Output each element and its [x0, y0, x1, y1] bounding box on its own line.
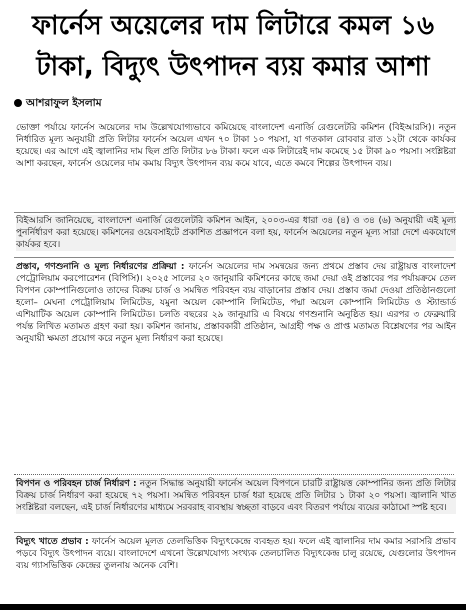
- headline-line-2: টাকা, বিদ্যুৎ উৎপাদন ব্যয় কমার আশা: [36, 52, 430, 82]
- bullet-icon: [14, 99, 22, 107]
- paragraph-proposal-process: [16, 261, 456, 345]
- headline-line-1: ফার্নেস অয়েলের দাম লিটারে কমল ১৬: [31, 11, 435, 41]
- byline: [14, 96, 102, 113]
- section-body-marketing: নতুন সিদ্ধান্ত অনুযায়ী ফার্নেস অয়েল বিপণনে চারটি রাষ্ট্রায়ত্ত কোম্পানির জন্য প্রতি লিটার বিক্রয় চার্জ নির্ধারণ করা হয়েছে ৭২ পয়সা। সমন্বিত পরিবহন চার্জ ধরা হয়েছে প্রতি লিটার ১ টাকা ২০ পয়সা। জ্বালানি খাত সংশ্লিষ্টরা বলছেন, এই চার্জ নির্ধারণের মাধ্যমে সরবরাহ ব্যবস্থায় স্বচ্ছতা বাড়বে এবং বিতরণ পর্যায়ে ব্যয়ের কাঠামো স্পষ্ট হবে।: [16, 479, 457, 513]
- divider: [14, 474, 454, 475]
- paragraph-berc-law: বিইআরসি জানিয়েছে, বাংলাদেশ এনার্জি রেগুলেটরি কমিশন আইন, ২০০৩-এর ধারা ৩৪ (৪) ও ৩৪ (৬) অনুযায়ী এই মূল্য পুনর্নির্ধারণ করা হয়েছে। কমিশনের ওয়েবসাইটে প্রকাশিত প্রজ্ঞাপনে বলা হয়, ফার্নেস অয়েলের নতুন মূল্য সারা দেশে একযোগে কার্যকর হবে।: [16, 216, 456, 250]
- section-lead-proposal: প্রস্তাব, গণশুনানি ও মূল্য নির্ধারণের প্রক্রিয়া :: [16, 262, 185, 272]
- paragraph-power-impact: [16, 536, 456, 572]
- section-body-power: ফার্নেস অয়েল মূলত তেলভিত্তিক বিদ্যুৎকেন্দ্রে ব্যবহৃত হয়। ফলে এই জ্বালানির দাম কমার সরাসরি প্রভাব পড়বে বিদ্যুৎ উৎপাদন ব্যয়ে। বাংলাদেশে এখনো উল্লেখযোগ্য সংখ্যক তেলচালিত বিদ্যুৎকেন্দ্র চালু রয়েছে, যেগুলোর উৎপাদন ব্যয় গ্যাসভিত্তিক কেন্দ্রের তুলনায় অনেক বেশি।: [16, 537, 457, 571]
- headline: [8, 6, 458, 88]
- next-column-edge: [0, 604, 466, 610]
- section-lead-power: বিদ্যুৎ খাতে প্রভাব :: [16, 537, 89, 547]
- divider: [14, 532, 454, 533]
- byline-author: আশরাফুল ইসলাম: [26, 97, 102, 109]
- divider: [14, 257, 454, 258]
- section-lead-marketing: বিপণন ও পরিবহন চার্জ নির্ধারণ :: [16, 479, 137, 489]
- section-body-proposal: ফার্নেস অয়েলের দাম সমন্বয়ের জন্য প্রথমে প্রস্তাব দেয় রাষ্ট্রায়ত্ত বাংলাদেশ পেট্রোলিয়াম করপোরেশন (বিপিসি)। ২০২৫ সালের ২০ জানুয়ারি কমিশনের কাছে জমা দেয়া ওই প্রস্তাবের পর পর্যায়ক্রমে তেল বিপণন কোম্পানিগুলোও তাদের বিক্রয় চার্জ ও সমন্বিত পরিবহন ব্যয় বাড়ানোর প্রস্তাব দেয়। প্রস্তাব জমা দেওয়া প্রতিষ্ঠানগুলো হলো– মেঘনা পেট্রোলিয়াম লিমিটেড, যমুনা অয়েল কোম্পানি লিমিটেড, পদ্মা অয়েল কোম্পানি লিমিটেড ও স্ট্যান্ডার্ড এশিয়াটিক অয়েল কোম্পানি লিমিটেড। চলতি বছরের ২৯ জানুয়ারি এ বিষয়ে গণশুনানি অনুষ্ঠিত হয়। এরপর ৩ ফেব্রুয়ারি পর্যন্ত লিখিত মতামত গ্রহণ করা হয়। কমিশন জানায়, প্রস্তাবকারী প্রতিষ্ঠান, আগ্রহী পক্ষ ও প্রাপ্ত মতামত বিশ্লেষণের পর আইন অনুযায়ী ক্ষমতা প্রয়োগ করে নতুন মূল্য নির্ধারণ করা হয়েছে।: [16, 262, 456, 344]
- divider: [14, 212, 454, 213]
- paragraph-marketing-charge: [16, 478, 456, 514]
- paragraph-intro: ভোক্তা পর্যায়ে ফার্নেস অয়েলের দাম উল্লেখযোগ্যভাবে কমিয়েছে বাংলাদেশ এনার্জি রেগুলেটরি কমিশন (বিইআরসি)। নতুন নির্ধারিত মূল্য অনুযায়ী প্রতি লিটার ফার্নেস অয়েল এখন ৭০ টাকা ১০ পয়সা, যা গতকাল রোববার রাত ১২টা থেকে কার্যকর হয়েছে। এর আগে এই জ্বালানির দাম ছিল প্রতি লিটার ৮৬ টাকা। ফলে এক লিটারেই দাম কমেছে ১৫ টাকা ৯০ পয়সা। সংশ্লিষ্টরা আশা করছেন, ফার্নেস ওয়েলের দাম কমায় বিদ্যুৎ উৎপাদন ব্যয় কমে যাবে, এতে কমবে শিল্পের উৎপাদন ব্যয়।: [16, 123, 456, 169]
